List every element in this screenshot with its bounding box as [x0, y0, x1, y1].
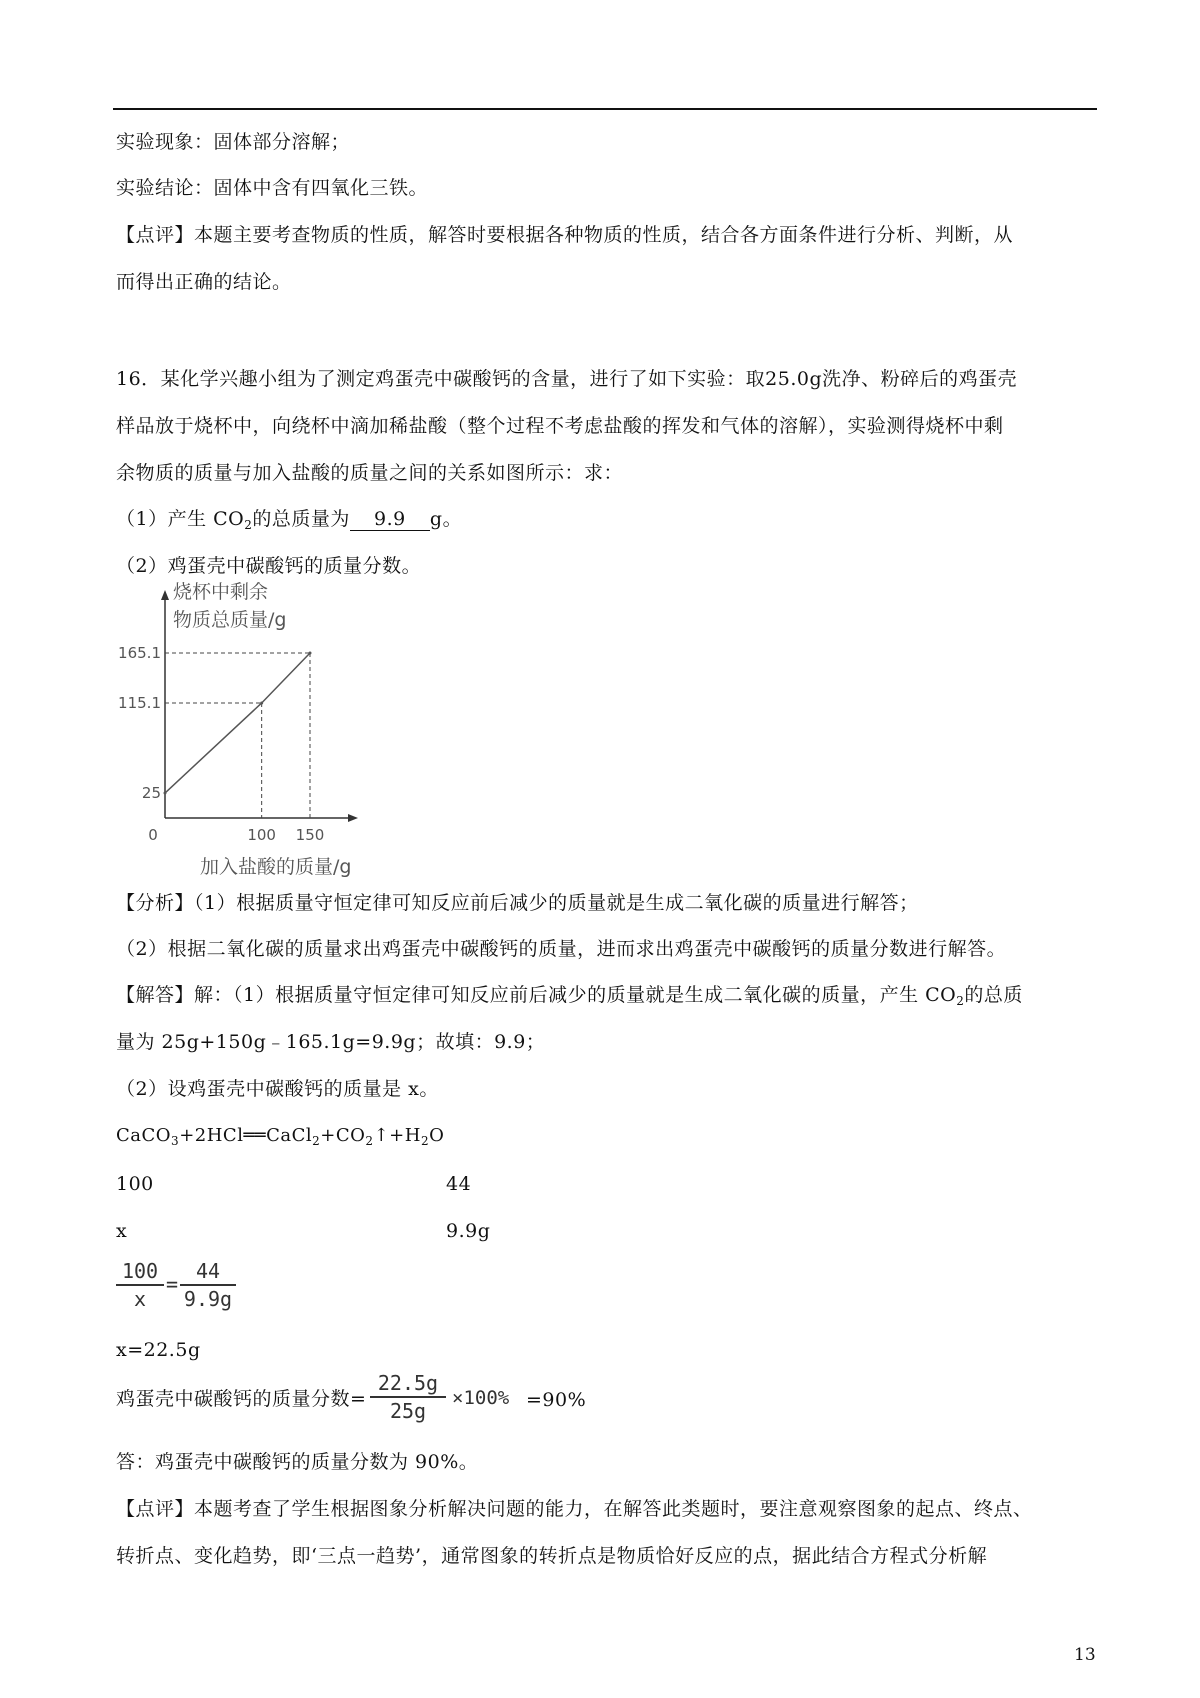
text: 鸡蛋壳中碳酸钙的质量分数=: [116, 1388, 367, 1410]
ratio-left: 100: [116, 1173, 154, 1195]
text: 的总质量为: [252, 508, 350, 530]
question-line: 16．某化学兴趣小组为了测定鸡蛋壳中碳酸钙的含量，进行了如下实验：取25.0g洗净、粉碎后的鸡蛋壳: [116, 368, 1018, 390]
text: g。: [429, 508, 463, 530]
question-line: 样品放于烧杯中，向绕杯中滴加稀盐酸（整个过程不考虑盐酸的挥发和气体的溶解），实验测得烧杯中剩: [116, 415, 1004, 437]
ratio-row: [116, 1219, 1100, 1243]
y-axis-label: 烧杯中剩余: [173, 581, 269, 603]
denominator: 9.9g: [183, 1287, 233, 1311]
data-point: [164, 792, 167, 795]
data-line: [165, 653, 310, 793]
x-tick-label: 100: [247, 826, 276, 844]
data-point: [309, 652, 312, 655]
y-tick-label: 115.1: [118, 693, 161, 712]
subscript: 2: [365, 1134, 374, 1148]
text: ↑+H: [373, 1125, 421, 1146]
text: CaCO: [116, 1125, 172, 1146]
text-line: 而得出正确的结论。: [116, 271, 292, 293]
subscript: 2: [312, 1134, 321, 1148]
times-percent: ×100%: [452, 1387, 510, 1409]
y-axis-arrow: [161, 590, 169, 600]
question-part-2: （2）鸡蛋壳中碳酸钙的质量分数。: [116, 555, 422, 577]
subscript: 3: [171, 1134, 180, 1148]
subscript: 2: [244, 518, 253, 532]
y-axis-label: 物质总质量/g: [173, 609, 287, 631]
ratio-right: 9.9g: [446, 1220, 491, 1242]
analysis-line: 【分析】（1）根据质量守恒定律可知反应前后减少的质量就是生成二氧化碳的质量进行解答；: [116, 892, 919, 914]
x-tick-label: 150: [295, 826, 325, 844]
numerator: 100: [121, 1259, 159, 1283]
denominator: x: [133, 1287, 147, 1311]
x-axis-arrow: [348, 814, 358, 822]
text: +2HCl══CaCl: [179, 1125, 313, 1146]
equals-sign: =: [166, 1272, 179, 1296]
fraction-percent: [370, 1370, 446, 1424]
data-point: [260, 701, 263, 704]
question-part-1: [116, 507, 1100, 531]
fraction-right: [180, 1258, 236, 1312]
page-number: 13: [1074, 1645, 1096, 1665]
comment-line: 【点评】本题考查了学生根据图象分析解决问题的能力，在解答此类题时，要注意观察图象的起点、终点、: [116, 1498, 1033, 1520]
chart-svg: [118, 581, 390, 878]
mass-chart: [118, 581, 390, 878]
subscript: 2: [956, 994, 965, 1008]
analysis-line: （2）根据二氧化碳的质量求出鸡蛋壳中碳酸钙的质量，进而求出鸡蛋壳中碳酸钙的质量分数进行解答。: [116, 938, 1007, 960]
answer-line: 答：鸡蛋壳中碳酸钙的质量分数为 90%。: [116, 1451, 479, 1473]
y-tick-label: 165.1: [118, 644, 161, 662]
text-line: 【点评】本题主要考查物质的性质，解答时要根据各种物质的性质，结合各方面条件进行分析、判断，从: [116, 224, 1014, 246]
comment-line: 转折点、变化趋势，即‘三点一趋势’，通常图象的转折点是物质恰好反应的点，据此结合方程式分析解: [116, 1545, 988, 1567]
percent-result: =90%: [526, 1389, 587, 1411]
text-line: 实验现象：固体部分溶解；: [116, 131, 351, 153]
question-line: 余物质的质量与加入盐酸的质量之间的关系如图所示：求：: [116, 462, 624, 484]
header-rule: [113, 108, 1097, 110]
text: 的总质: [964, 984, 1023, 1006]
x-tick-label: 0: [148, 826, 158, 844]
ratio-left: x: [116, 1220, 128, 1242]
text: O: [429, 1125, 445, 1146]
solution-line: 量为 25g+150g﹣165.1g=9.9g；故填：9.9；: [116, 1031, 546, 1053]
result-line: x=22.5g: [116, 1339, 201, 1361]
text: 【解答】解：（1）根据质量守恒定律可知反应前后减少的质量就是生成二氧化碳的质量，产生 CO: [116, 984, 957, 1006]
text-line: 实验结论：固体中含有四氧化三铁。: [116, 177, 429, 199]
x-axis-label: 加入盐酸的质量/g: [200, 856, 352, 878]
text: +CO: [320, 1125, 366, 1146]
chemical-equation: [116, 1124, 1100, 1148]
solution-line: [116, 983, 1100, 1007]
text: （1）产生 CO: [116, 508, 245, 530]
ratio-row: [116, 1172, 1100, 1196]
numerator: 22.5g: [377, 1371, 439, 1395]
solution-line: （2）设鸡蛋壳中碳酸钙的质量是 x。: [116, 1078, 439, 1100]
answer-blank: 9.9: [350, 508, 430, 531]
fraction-left: [116, 1258, 164, 1312]
denominator: 25g: [389, 1399, 427, 1423]
y-tick-label: 25: [141, 784, 161, 803]
ratio-right: 44: [446, 1173, 472, 1195]
numerator: 44: [195, 1259, 221, 1283]
subscript: 2: [420, 1134, 430, 1148]
